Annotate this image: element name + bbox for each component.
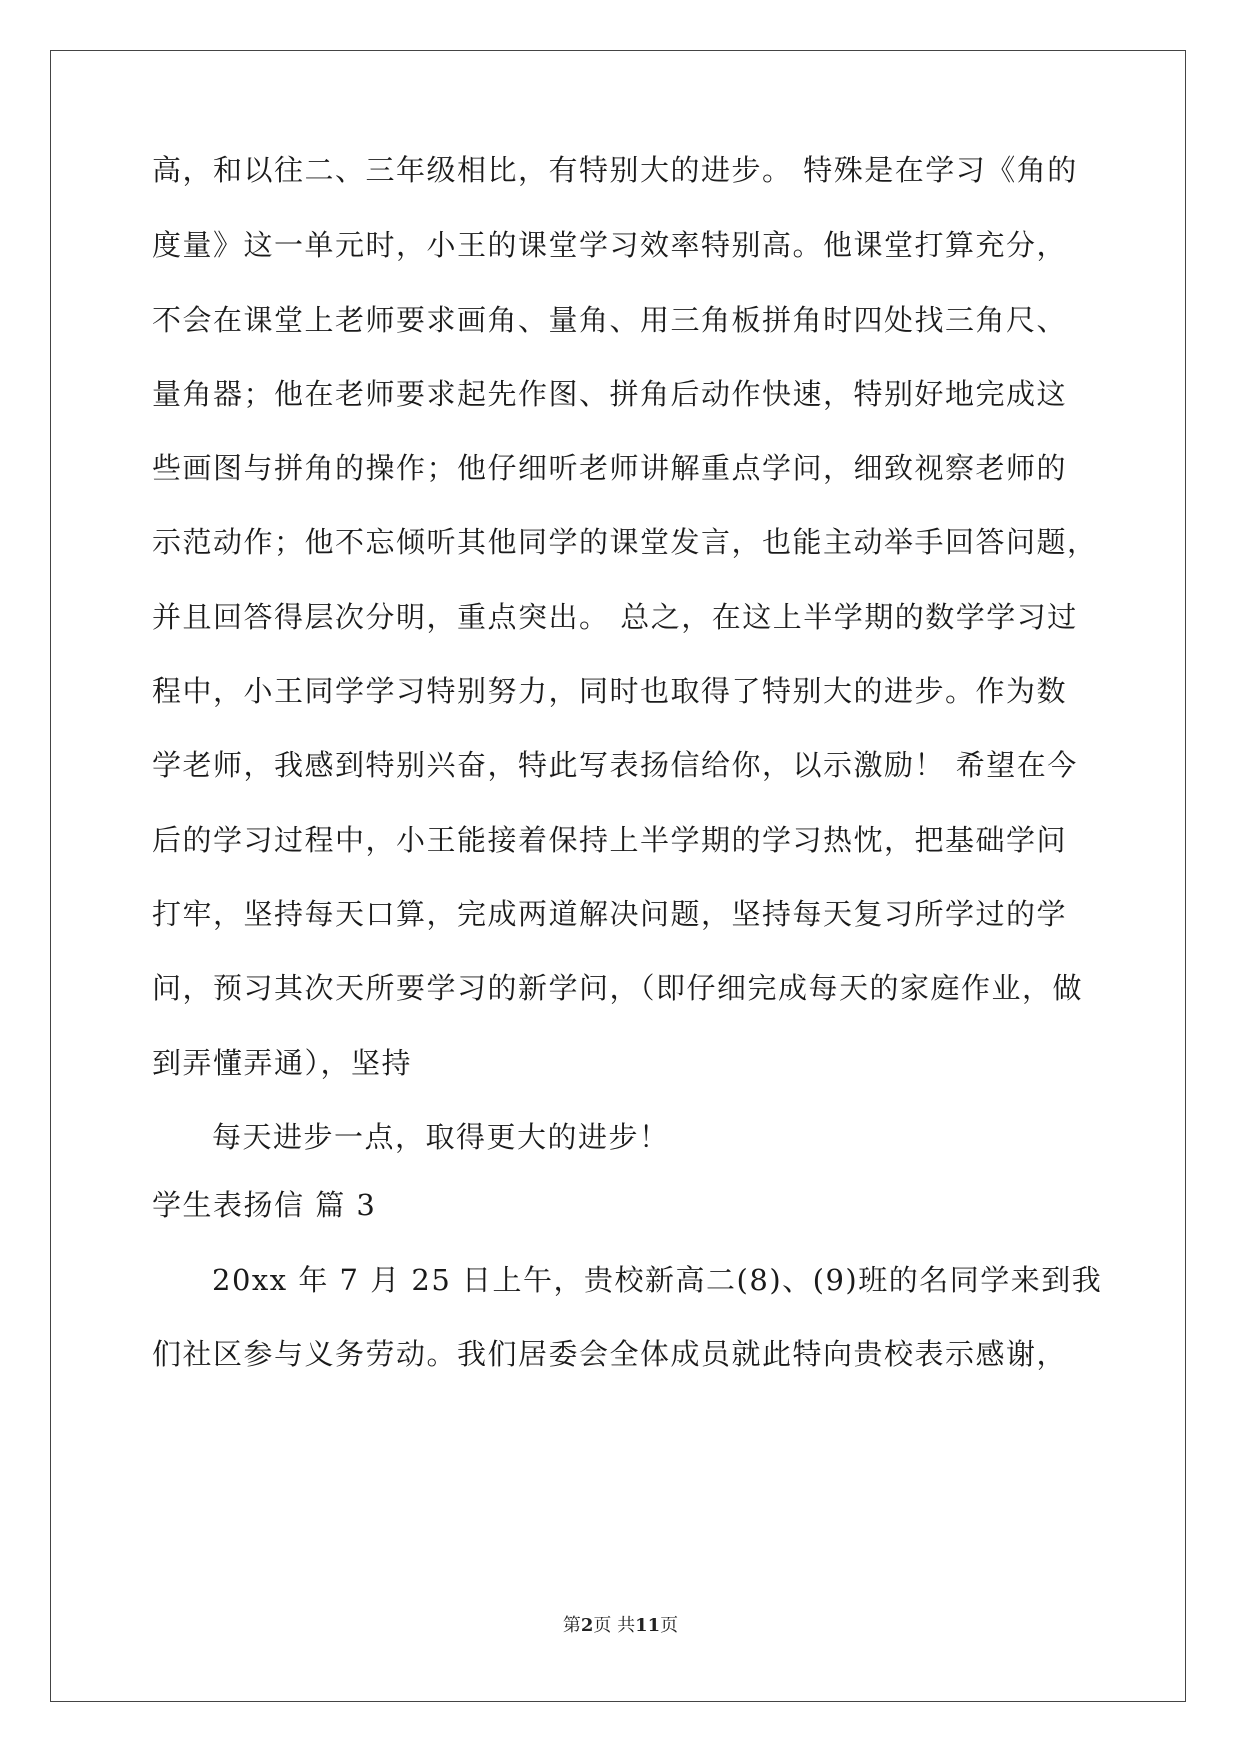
body-line: 学老师，我感到特别兴奋，特此写表扬信给你，以示激励！ 希望在今 xyxy=(152,748,1078,782)
page-total: 11 xyxy=(635,1615,661,1636)
paragraph-line: 们社区参与义务劳动。我们居委会全体成员就此特向贵校表示感谢， xyxy=(152,1337,1068,1371)
section-heading: 学生表扬信 篇 3 xyxy=(152,1188,377,1222)
paragraph-line: 20xx 年 7 月 25 日上午，贵校新高二(8)、(9)班的名同学来到我 xyxy=(212,1263,1103,1297)
body-line: 程中，小王同学学习特别努力，同时也取得了特别大的进步。作为数 xyxy=(152,674,1068,708)
body-line: 到弄懂弄通），坚持 xyxy=(152,1046,413,1080)
page-label-suffix: 页 xyxy=(660,1615,679,1636)
body-line: 示范动作；他不忘倾听其他同学的课堂发言，也能主动举手回答问题， xyxy=(152,525,1098,559)
page-current: 2 xyxy=(580,1615,594,1636)
page-border xyxy=(50,50,1186,1702)
body-line: 后的学习过程中，小王能接着保持上半学期的学习热忱，把基础学问 xyxy=(152,823,1068,857)
page-label-prefix: 第 xyxy=(562,1615,581,1636)
page-footer xyxy=(0,1614,1241,1638)
body-line: 打牢，坚持每天口算，完成两道解决问题，坚持每天复习所学过的学 xyxy=(152,897,1068,931)
body-line: 量角器；他在老师要求起先作图、拼角后动作快速，特别好地完成这 xyxy=(152,377,1068,411)
body-line: 不会在课堂上老师要求画角、量角、用三角板拼角时四处找三角尺、 xyxy=(152,303,1068,337)
page-label-mid: 页 共 xyxy=(593,1615,636,1636)
body-line: 高，和以往二、三年级相比，有特别大的进步。 特殊是在学习《角的 xyxy=(152,153,1078,187)
body-line: 问，预习其次天所要学习的新学问，（即仔细完成每天的家庭作业，做 xyxy=(152,971,1084,1005)
closing-line: 每天进步一点，取得更大的进步！ xyxy=(212,1120,670,1154)
body-line: 并且回答得层次分明，重点突出。 总之，在这上半学期的数学学习过 xyxy=(152,600,1078,634)
body-line: 些画图与拼角的操作；他仔细听老师讲解重点学问，细致视察老师的 xyxy=(152,451,1068,485)
body-line: 度量》这一单元时，小王的课堂学习效率特别高。他课堂打算充分， xyxy=(152,228,1068,262)
